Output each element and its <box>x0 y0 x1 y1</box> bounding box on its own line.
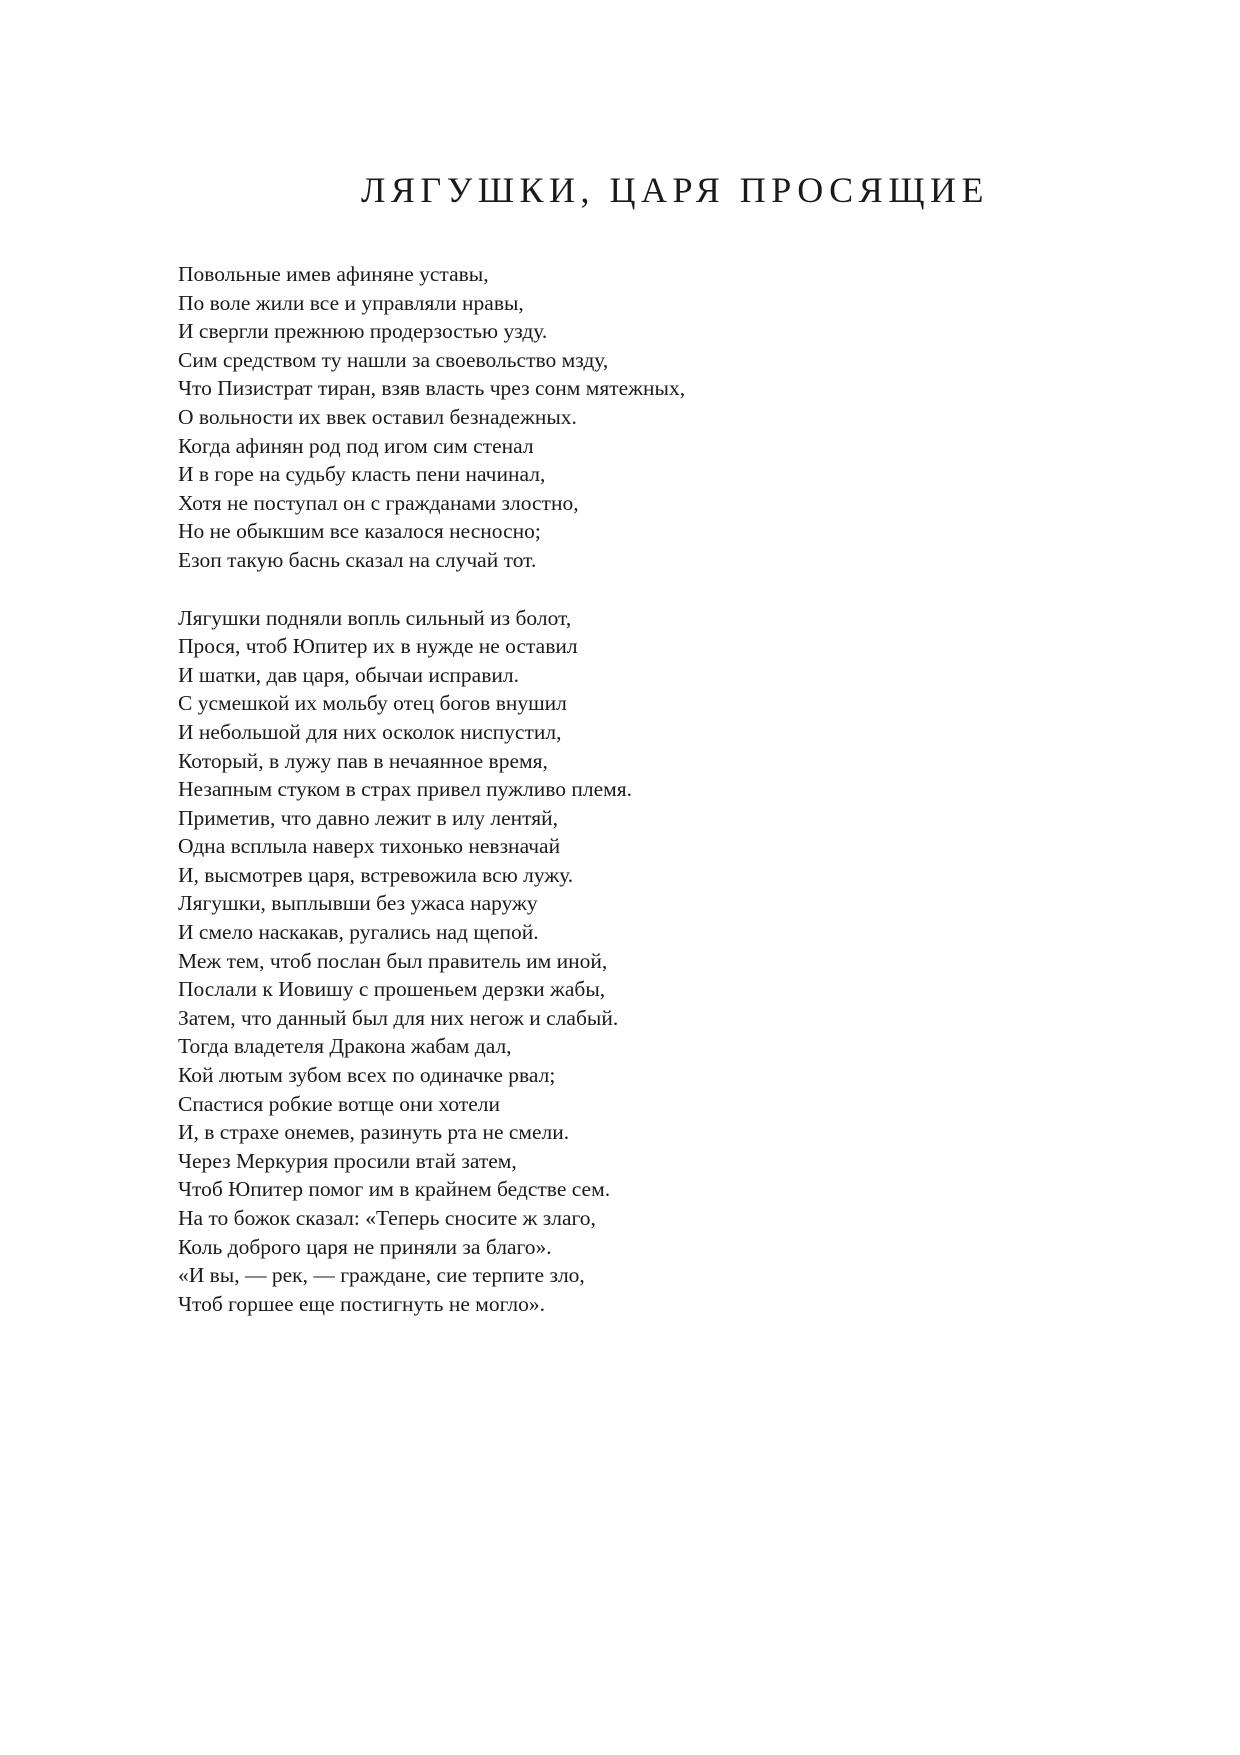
poem-line: Повольные имев афиняне уставы, <box>178 262 489 286</box>
poem-line: Спастися робкие вотще они хотели <box>178 1091 500 1116</box>
poem-line: Чтоб горшее еще постигнуть не могло». <box>178 1291 545 1316</box>
poem-line: О вольности их ввек оставил безнадежных. <box>178 404 577 429</box>
poem-line: Сим средством ту нашли за своевольство мзду, <box>178 347 609 372</box>
stanza <box>178 604 1078 1319</box>
poem-line: Хотя не поступал он с гражданами злостно, <box>178 490 579 515</box>
poem-line: И свергли прежнюю продерзостью узду. <box>178 319 548 344</box>
poem-line: Езоп такую баснь сказал на случай тот. <box>178 547 537 572</box>
poem-line: Который, в лужу пав в нечаянное время, <box>178 748 548 773</box>
poem-line: Через Меркурия просили втай затем, <box>178 1148 517 1173</box>
poem-line: Когда афинян род под игом сим стенал <box>178 433 534 458</box>
poem-line: Лягушки подняли вопль сильный из болот, <box>178 605 572 630</box>
poem-line: Коль доброго царя не приняли за благо». <box>178 1234 552 1259</box>
poem-line: И смело наскакав, ругались над щепой. <box>178 920 539 945</box>
poem-line: Меж тем, чтоб послан был правитель им иной, <box>178 948 608 973</box>
poem-line: И шатки, дав царя, обычаи исправил. <box>178 662 519 687</box>
poem-line: Кой лютым зубом всех по одиначке рвал; <box>178 1063 556 1088</box>
poem-line: Прося, чтоб Юпитер их в нужде не оставил <box>178 634 578 659</box>
poem-line: И, в страхе онемев, разинуть рта не смели. <box>178 1120 570 1145</box>
poem-line: И в горе на судьбу класть пени начинал, <box>178 462 546 487</box>
poem-line: И небольшой для них осколок ниспустил, <box>178 719 562 744</box>
poem-line: Одна всплыла наверх тихонько невзначай <box>178 834 561 859</box>
poem-line: Послали к Иовишу с прошеньем дерзки жабы, <box>178 977 606 1002</box>
stanza <box>178 260 1078 575</box>
poem-line: С усмешкой их мольбу отец богов внушил <box>178 691 567 716</box>
poem-body <box>178 260 1078 1318</box>
poem-line: «И вы, — рек, — граждане, сие терпите зло, <box>178 1263 585 1288</box>
poem-line: Лягушки, выплывши без ужаса наружу <box>178 891 538 916</box>
poem-line: Чтоб Юпитер помог им в крайнем бедстве сем. <box>178 1177 611 1202</box>
poem-line: Затем, что данный был для них негож и слабый. <box>178 1005 619 1030</box>
poem-line: По воле жили все и управляли нравы, <box>178 290 524 315</box>
poem-line: Но не обыкшим все казалося несносно; <box>178 519 541 544</box>
poem-line: И, высмотрев царя, встревожила всю лужу. <box>178 862 574 887</box>
poem-line: Тогда владетеля Дракона жабам дал, <box>178 1034 512 1059</box>
poem-line: На то божок сказал: «Теперь сносите ж злаго, <box>178 1206 596 1230</box>
poem-title: ЛЯГУШКИ, ЦАРЯ ПРОСЯЩИЕ <box>360 170 990 210</box>
poem-line: Что Пизистрат тиран, взяв власть чрез сонм мятежных, <box>178 376 686 401</box>
poem-line: Незапным стуком в страх привел пужливо племя. <box>178 777 633 802</box>
poem-line: Приметив, что давно лежит в илу лентяй, <box>178 805 558 830</box>
